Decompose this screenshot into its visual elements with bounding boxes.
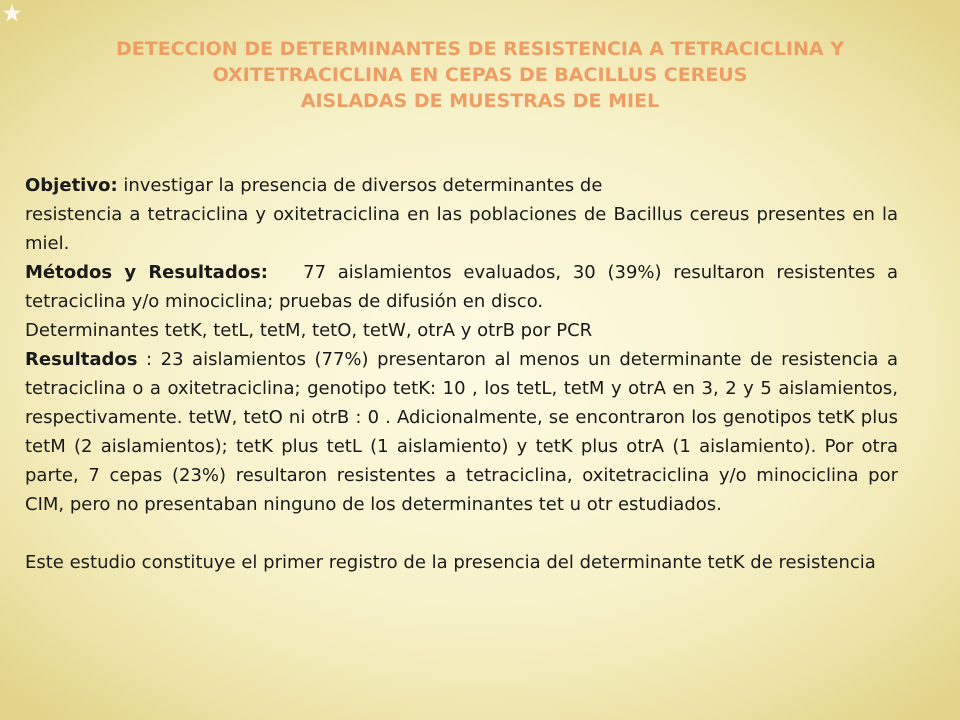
metodos-paragraph (25, 258, 898, 316)
objetivo-label: Objetivo: (25, 175, 118, 196)
metodos-label: Métodos y Resultados: (25, 262, 268, 283)
slide-body (25, 171, 898, 577)
title-line-1: DETECCION DE DETERMINANTES DE RESISTENCIA A TETRACICLINA Y (116, 38, 844, 60)
star-icon (2, 3, 22, 23)
resultados-paragraph (25, 345, 898, 519)
resultados-text: : 23 aislamientos (77%) presentaron al menos un determinante de resistencia a tetraciclina o a oxitetraciclina; genotipo tetK: 10 , los tetL, tetM y otrA en 3, 2 y 5 aislamientos, respectivamente. tetW, tetO ni otrB : 0 . Adicionalmente, se encontraron los genotipos tetK plus tetM (2 aislamientos); tetK plus tetL (1 aislamiento) y tetK plus otrA (1 aislamiento). Por otra parte, 7 cepas (23%) resultaron resistentes a tetraciclina, oxitetraciclina y/o minociclina por CIM, pero no presentaban ninguno de los determinantes tet u otr estudiados. (25, 349, 898, 515)
slide-title (10, 36, 950, 114)
objetivo-intro-line (25, 171, 898, 200)
objetivo-paragraph: resistencia a tetraciclina y oxitetraciclina en las poblaciones de Bacillus cereus presentes en la miel. (25, 204, 898, 254)
objetivo-line-1: investigar la presencia de diversos determinantes de (123, 175, 603, 196)
resultados-label: Resultados (25, 349, 138, 370)
title-line-2: OXITETRACICLINA EN CEPAS DE BACILLUS CEREUS (212, 64, 748, 86)
title-line-3: AISLADAS DE MUESTRAS DE MIEL (300, 90, 660, 112)
determinantes-paragraph: Determinantes tetK, tetL, tetM, tetO, tetW, otrA y otrB por PCR (25, 320, 593, 341)
paragraph-spacer (25, 519, 898, 548)
metodos-text: 77 aislamientos evaluados, 30 (39%) resultaron resistentes a tetraciclina y/o minociclina; pruebas de difusión en disco. (25, 262, 898, 312)
conclusion-paragraph: Este estudio constituye el primer registro de la presencia del determinante tetK de resistencia (25, 552, 876, 573)
